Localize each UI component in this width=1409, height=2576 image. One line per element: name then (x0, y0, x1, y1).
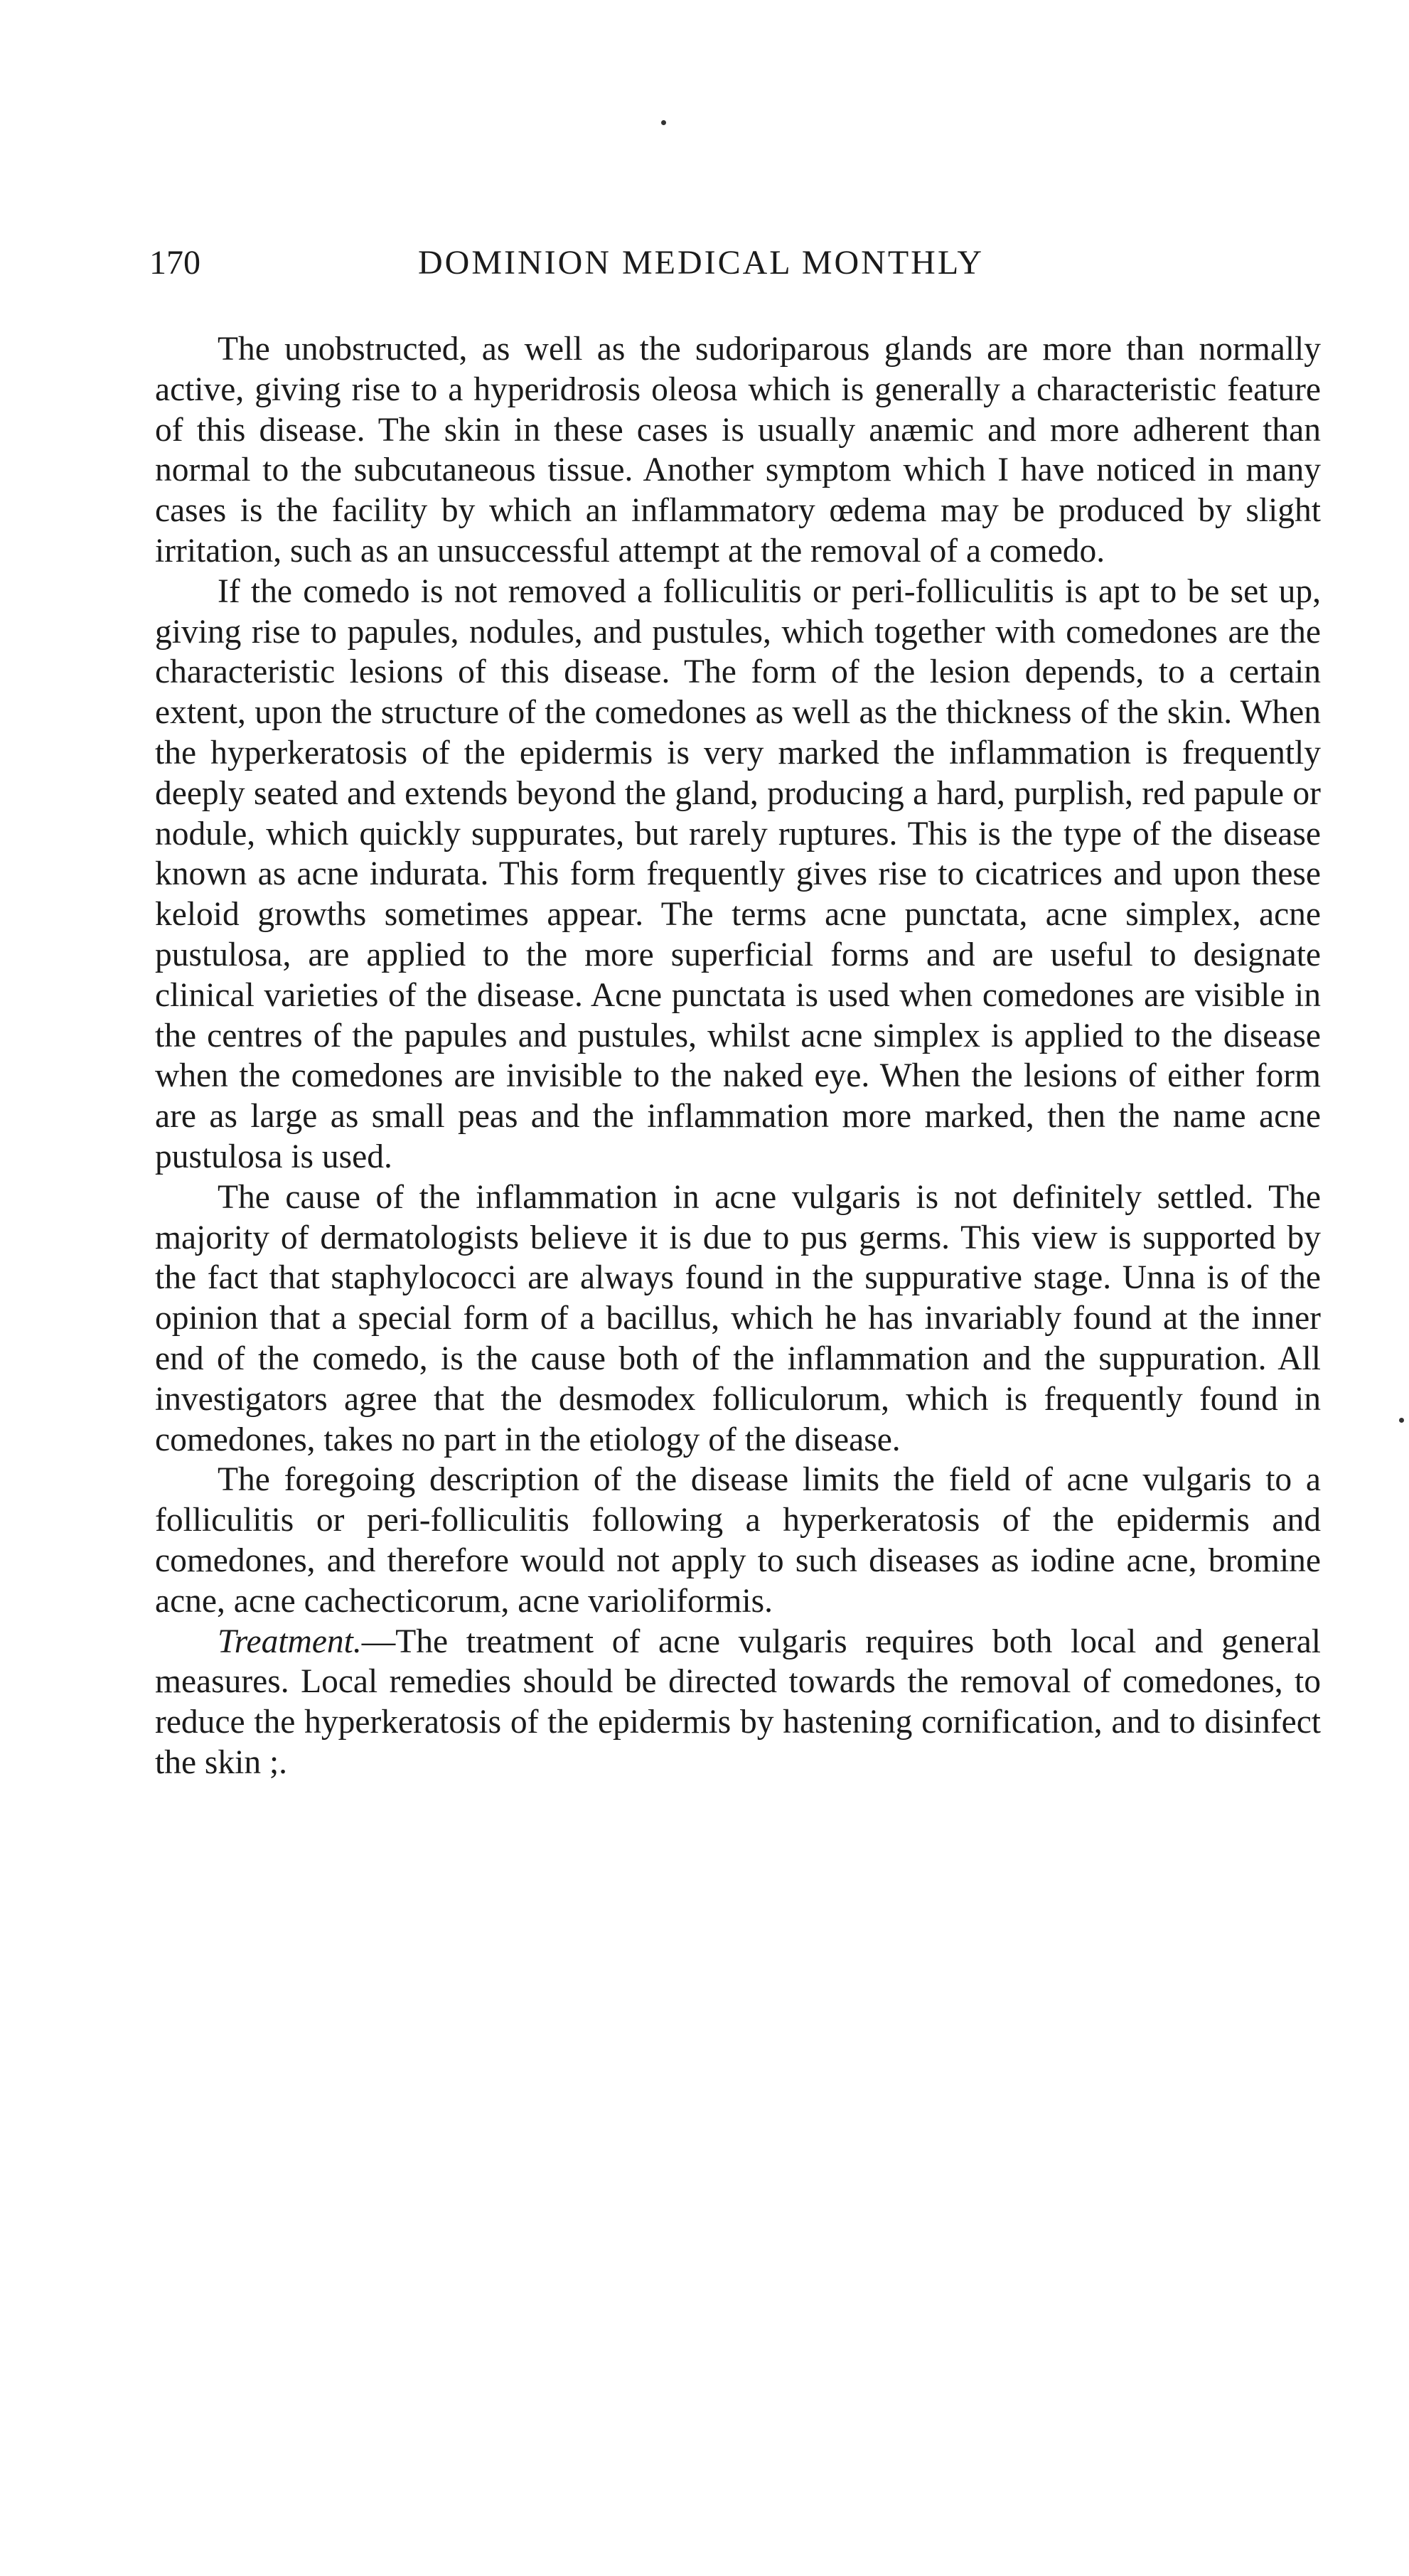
running-title: DOMINION MEDICAL MONTHLY (418, 244, 985, 282)
paragraph-4: The foregoing description of the disease limits the field of acne vulgaris to a folliculitis or peri-folliculitis following a hyperkeratosis of the epidermis and comedones, and therefore would not apply to such diseases as iodine acne, bromine acne, acne cachecticorum, acne varioliformis. (155, 1461, 1321, 1620)
article-body (155, 329, 1321, 1783)
stray-mark-top (661, 120, 666, 125)
treatment-heading: Treatment. (218, 1623, 362, 1660)
paragraph-2: If the comedo is not removed a folliculitis or peri-folliculitis is apt to be set up, giving rise to papules, nodules, and pustules, which together with comedones are the characteristic lesions of this disease. The form of the lesion depends, to a certain extent, upon the structure of the comedones as well as the thickness of the skin. When the hyperkeratosis of the epidermis is very marked the inflammation is frequently deeply seated and extends beyond the gland, producing a hard, purplish, red papule or nodule, which quickly suppurates, but rarely ruptures. This is the type of the disease known as acne indurata. This form frequently gives rise to cicatrices and upon these keloid growths sometimes appear. The terms acne punctata, acne simplex, acne pustulosa, are applied to the more superficial forms and are useful to designate clinical varieties of the disease. Acne punctata is used when comedones are visible in the centres of the papules and pustules, whilst acne simplex is applied to the disease when the comedones are invisible to the naked eye. When the lesions of either form are as large as small peas and the inflammation more marked, then the name acne pustulosa is used. (155, 572, 1321, 1175)
page-header (149, 238, 1073, 288)
paragraph-3: The cause of the inflammation in acne vulgaris is not definitely settled. The majority of dermatologists believe it is due to pus germs. This view is supported by the fact that staphylococci are always found in the suppurative stage. Unna is of the opinion that a special form of a bacillus, which he has invariably found at the inner end of the comedo, is the cause both of the inflammation and the suppuration. All investigators agree that the desmodex folliculorum, which is frequently found in comedones, takes no part in the etiology of the disease. (155, 1178, 1321, 1458)
paragraph-1: The unobstructed, as well as the sudoriparous glands are more than normally active, giving rise to a hyperidrosis oleosa which is generally a characteristic feature of this disease. The skin in these cases is usually anæmic and more adherent than normal to the subcutaneous tissue. Another symptom which I have noticed in many cases is the facility by which an inflammatory œdema may be produced by slight irritation, such as an unsuccessful attempt at the removal of a comedo. (155, 331, 1321, 570)
paragraph-5-text: —The treatment of acne vulgaris requires both local and general measures. Local remedies should be directed towards the removal of comedones, to reduce the hyperkeratosis of the epidermis by hastening cornification, and to disinfect the skin ;. (155, 1623, 1321, 1781)
stray-mark-right (1399, 1418, 1404, 1423)
page-number: 170 (149, 244, 200, 282)
paragraph-5 (155, 1622, 1321, 1783)
